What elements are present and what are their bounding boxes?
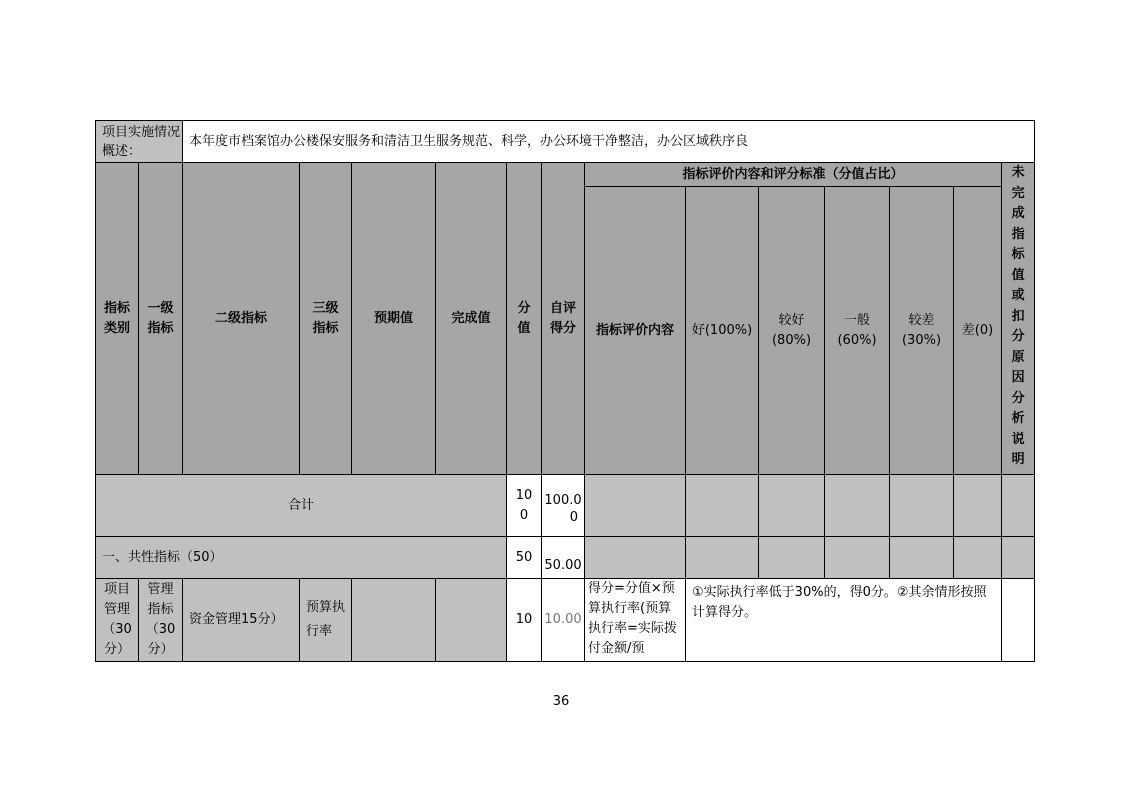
common-label: 一、共性指标（50） [96, 537, 507, 579]
detail-level1: 管理指标（30分） [139, 579, 183, 662]
total-score [507, 475, 542, 537]
common-score: 50 [507, 537, 542, 579]
header-level3: 三级指标 [300, 163, 352, 475]
reason-char: 完 [1011, 185, 1025, 201]
overview-text: 本年度市档案馆办公楼保安服务和清洁卫生服务规范、科学，办公环境干净整洁，办公区域秩序良 [183, 121, 1035, 163]
reason-char: 指 [1011, 226, 1025, 242]
detail-self-score: 10.00 [542, 579, 585, 662]
detail-score: 10 [507, 579, 542, 662]
common-empty-1 [585, 537, 686, 579]
page-number: 36 [552, 694, 570, 709]
reason-char: 析 [1011, 411, 1025, 426]
evaluation-table [95, 120, 1035, 662]
total-score-b: 0 [519, 507, 529, 523]
header-fairly-good-pct: (80%) [771, 332, 812, 348]
common-row [96, 537, 1035, 579]
header-criteria-content: 指标评价内容 [585, 187, 686, 475]
header-score: 分值 [507, 163, 542, 475]
reason-char: 原 [1011, 349, 1025, 365]
total-row [96, 475, 1035, 537]
header-fairly-good [759, 187, 825, 475]
detail-level2: 资金管理15分） [183, 579, 300, 662]
reason-char: 扣 [1011, 308, 1025, 324]
header-category: 指标类别 [96, 163, 139, 475]
header-average-label: 一般 [844, 312, 871, 328]
total-empty-4 [825, 475, 890, 537]
common-empty-7 [1002, 537, 1035, 579]
total-label: 合计 [96, 475, 507, 537]
reason-char: 因 [1011, 370, 1025, 385]
header-expected: 预期值 [352, 163, 436, 475]
header-poor [890, 187, 954, 475]
common-self-score: 50.00 [542, 537, 585, 579]
header-level2: 二级指标 [183, 163, 300, 475]
reason-char: 未 [1011, 165, 1025, 180]
header-fairly-good-label: 较好 [778, 312, 805, 328]
common-empty-3 [759, 537, 825, 579]
reason-char: 说 [1011, 431, 1025, 447]
detail-expected [352, 579, 436, 662]
header-average-pct: (60%) [837, 332, 877, 348]
detail-reason [1002, 579, 1035, 662]
total-score-a: 10 [515, 487, 533, 503]
total-empty-3 [759, 475, 825, 537]
detail-content: 得分=分值×预算执行率(预算执行率=实际拨付金额/预 [585, 579, 686, 662]
reason-char: 或 [1011, 288, 1025, 303]
header-level1: 一级指标 [139, 163, 183, 475]
common-empty-6 [954, 537, 1002, 579]
header-poor-pct: (30%) [901, 332, 942, 348]
reason-char: 明 [1011, 452, 1025, 467]
detail-standard: ①实际执行率低于30%的，得0分。②其余情形按照计算得分。 [686, 579, 1002, 662]
overview-label: 项目实施情况概述： [96, 121, 183, 163]
header-good: 好(100%) [686, 187, 759, 475]
detail-actual [436, 579, 507, 662]
reason-char: 值 [1011, 267, 1025, 283]
reason-char: 分 [1011, 390, 1025, 406]
header-reason [1002, 163, 1035, 475]
common-empty-2 [686, 537, 759, 579]
detail-row [96, 579, 1035, 662]
header-average [825, 187, 890, 475]
reason-char: 分 [1011, 329, 1025, 344]
reason-char: 标 [1011, 247, 1025, 262]
header-self-score: 自评得分 [542, 163, 585, 475]
header-bad: 差(0) [954, 187, 1002, 475]
common-empty-5 [890, 537, 954, 579]
total-empty-7 [1002, 475, 1035, 537]
header-actual: 完成值 [436, 163, 507, 475]
total-empty-2 [686, 475, 759, 537]
detail-category: 项目管理（30分） [96, 579, 139, 662]
total-self-a: 100.0 [544, 492, 582, 508]
header-poor-label: 较差 [908, 312, 935, 328]
detail-level3: 预算执行率 [300, 579, 352, 662]
common-empty-4 [825, 537, 890, 579]
total-self-b: 0 [569, 509, 579, 525]
header-reason-text [1002, 163, 1034, 471]
reason-char: 成 [1011, 206, 1025, 221]
total-empty-6 [954, 475, 1002, 537]
total-self-score [542, 475, 585, 537]
header-row-1 [96, 163, 1035, 187]
overview-row [96, 121, 1035, 163]
total-empty-5 [890, 475, 954, 537]
header-criteria-title: 指标评价内容和评分标准（分值占比） [585, 163, 1002, 187]
total-empty-1 [585, 475, 686, 537]
